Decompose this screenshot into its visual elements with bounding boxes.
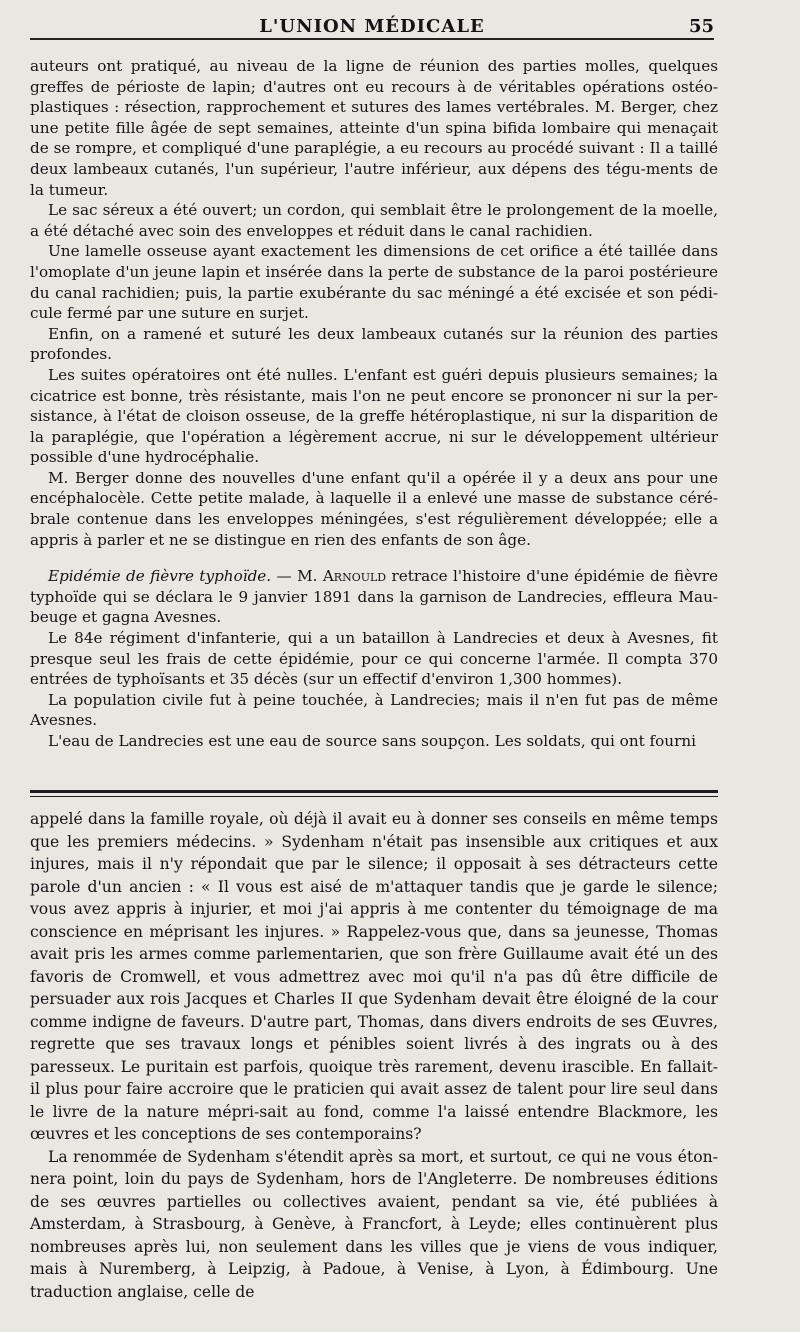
author-name: Arnould [322, 567, 387, 586]
section-text: retrace l'histoire d'une épidémie de fièvre typhoïde qui se déclara le 9 janvier 1891 dans la garnison de Landrecies, effleura Mau-beuge et gagna Avesnes. [30, 567, 718, 627]
running-header [30, 10, 714, 40]
paragraph: La renommée de Sydenham s'étendit après sa mort, et surtout, ce qui ne vous éton-nera point, loin du pays de Sydenham, hors de l'Angleterre. De nombreuses éditions de ses œuvres partielles ou collectives avaient, pendant sa vie, été publiées à Amsterdam, à Strasbourg, à Genève, à Francfort, à Leyde; elles continuèrent plus nombreuses après lui, non seulement dans les villes que je viens de vous indiquer, mais à Nuremberg, à Leipzig, à Padoue, à Venise, à Lyon, à Édimbourg. Une traduction anglaise, celle de [30, 1147, 718, 1301]
paragraph: L'eau de Landrecies est une eau de source sans soupçon. Les soldats, qui ont fourni [48, 732, 696, 750]
paragraph: Le sac séreux a été ouvert; un cordon, qui semblait être le prolongement de la moelle, a été détaché avec soin des enveloppes et réduit dans le canal rachidien. [30, 201, 718, 240]
paragraph: La population civile fut à peine touchée, à Landrecies; mais il n'en fut pas de même Avesnes. [30, 690, 718, 730]
paragraph: auteurs ont pratiqué, au niveau de la ligne de réunion des parties molles, quelques greffes de périoste de lapin; d'autres ont eu recours à de véritables opérations ostéo-plastiques : résection, rapprochement et sutures des lames vertébrales. M. Berger, chez une petite fille âgée de sept semaines, atteinte d'un spina bifida lombaire qui menaçait de se rompre, et compliqué d'une paraplégie, a eu recours au procédé suivant : Il a taillé deux lambeaux cutanés, l'un supérieur, l'autre inférieur, aux dépens des tégu-ments de la tumeur. [30, 57, 718, 199]
paragraph: appelé dans la famille royale, où déjà il avait eu à donner ses conseils en même temps que les premiers médecins. » Sydenham n'était pas insensible aux critiques et aux injures, mais il n'y répondait que par le silence; il opposait à ses détracteurs cette parole d'un ancien : « Il vous est aisé de m'attaquer tandis que je garde le silence; vous avez appris à injurier, et moi j'ai appris à me contenter du témoignage de ma conscience en méprisant les injures. » Rappelez-vous que, dans sa jeunesse, Thomas avait pris les armes comme parlementarien, que son frère Guillaume avait été un des favoris de Cromwell, et vous admettrez avec moi qu'il n'a pas dû être difficile de persuader aux rois Jacques et Charles II que Sydenham devait être éloigné de la cour comme indigne de faveurs. D'autre part, Thomas, dans divers endroits de ses Œuvres, regrette que ses travaux longs et pénibles soient livrés à des ingrats ou à des paresseux. Le puritain est parfois, quoique très rarement, devenu irascible. En fallait-il plus pour faire accroire que le praticien qui avait assez de talent pour lire seul dans le livre de la nature mépri-sait au fond, comme l'a laissé entendre Blackmore, les œuvres et les conceptions de ses contemporains? [30, 810, 718, 1143]
thick-rule [30, 790, 718, 793]
paragraph: Le 84e régiment d'infanterie, qui a un bataillon à Landrecies et deux à Avesnes, fit presque seul les frais de cette épidémie, pour ce qui concerne l'armée. Il compta 370 entrées de typhoïsants et 35 décès (sur un effectif d'environ 1,300 hommes). [30, 629, 718, 689]
main-article [30, 56, 718, 752]
page-number: 55 [688, 16, 714, 37]
section-dash: — M. [271, 567, 323, 586]
paragraph: Les suites opératoires ont été nulles. L'enfant est guéri depuis plusieurs semaines; la cicatrice est bonne, très résistante, mais l'on ne peut encore se prononcer ni sur la per-sistance, à l'état de cloison osseuse, de la greffe hétéroplastique, ni sur la disparition de la paraplégie, que l'opération a légèrement accrue, ni sur le développement ultérieur possible d'une hydrocéphalie. [30, 365, 718, 467]
paragraph: Une lamelle osseuse ayant exactement les dimensions de cet orifice a été taillée dans l'omoplate d'un jeune lapin et insérée dans la perte de substance de la paroi postérieure du canal rachidien; puis, la partie exubérante du sac méningé a été excisée et son pédi-cule fermé par une suture en surjet. [30, 242, 718, 323]
paragraph: M. Berger donne des nouvelles d'une enfant qu'il a opérée il y a deux ans pour une encéphalocèle. Cette petite malade, à laquelle il a enlevé une masse de substance céré-brale contenue dans les enveloppes méningées, s'est régulièrement développée; elle a appris à parler et ne se distingue en rien des enfants de son âge. [30, 468, 718, 549]
section-title: Epidémie de fièvre typhoïde. [48, 567, 272, 586]
thin-rule [30, 796, 718, 797]
section-paragraph [30, 566, 718, 628]
paragraph: Enfin, on a ramené et suturé les deux lambeaux cutanés sur la réunion des parties profondes. [30, 324, 718, 364]
journal-title: L'UNION MÉDICALE [259, 16, 485, 37]
feuilleton [30, 808, 718, 1303]
feuilleton-separator [30, 790, 718, 797]
